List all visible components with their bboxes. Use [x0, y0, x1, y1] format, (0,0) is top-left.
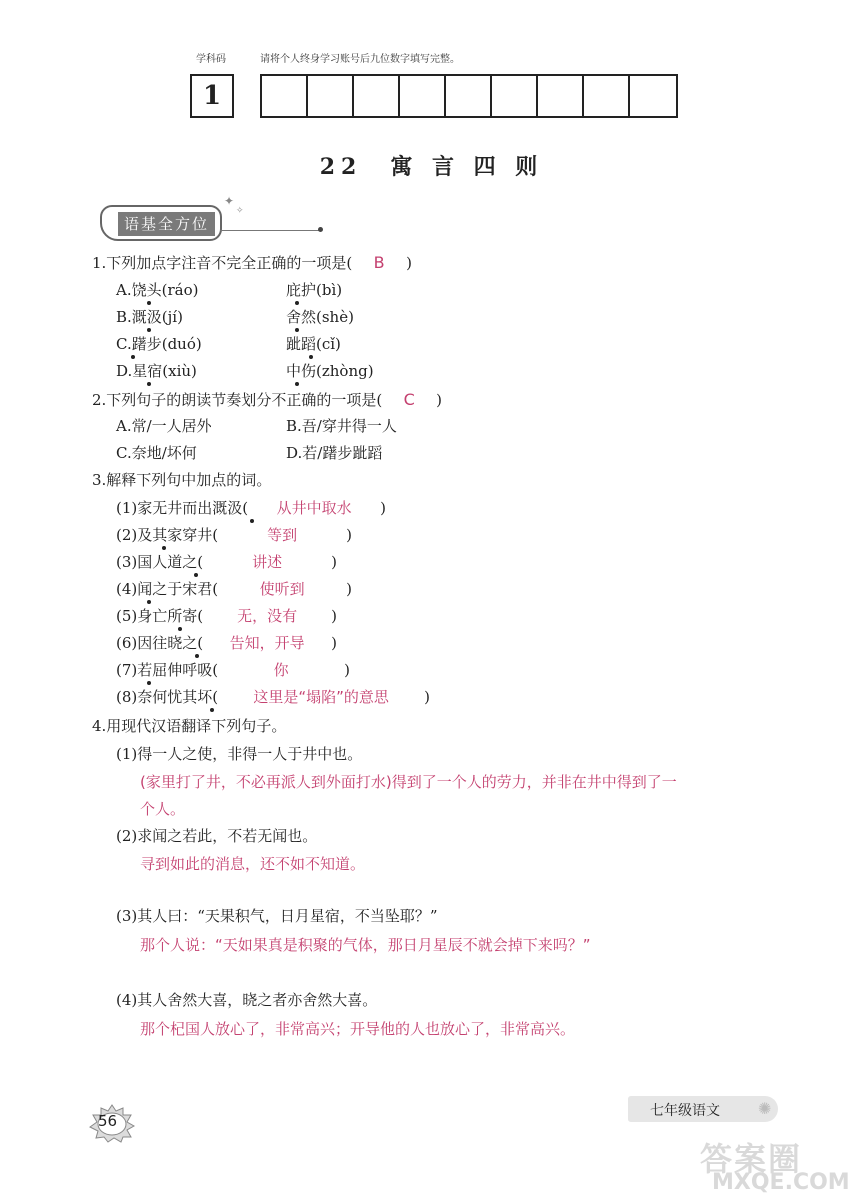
emphasis-dot	[194, 573, 198, 577]
digit-cell[interactable]	[308, 76, 354, 116]
section-divider	[220, 230, 320, 231]
emphasis-dot	[147, 328, 151, 332]
q2-option-a: A.常/一人居外	[116, 417, 212, 435]
q3-item-answer: 告知，开导	[229, 634, 305, 652]
question-4-stem: 4.用现代汉语翻译下列句子。	[92, 717, 287, 735]
q3-item-text: (1)家无井而出溉汲(	[116, 499, 249, 517]
emphasis-dot	[309, 355, 313, 359]
paren-close: )	[331, 634, 337, 652]
q3-item-text: (6)因往晓之(	[116, 634, 204, 652]
q3-item	[116, 498, 386, 518]
digit-cell[interactable]	[400, 76, 446, 116]
emphasis-dot	[250, 519, 254, 523]
digit-cell[interactable]	[262, 76, 308, 116]
q1-option-b-right: 舍然(shè)	[286, 308, 354, 326]
emphasis-dot	[147, 681, 151, 685]
digit-cell[interactable]	[630, 76, 676, 116]
question-2-answer: C	[403, 390, 415, 409]
lesson-title: 22 寓 言 四 则	[319, 154, 544, 180]
account-digit-boxes	[260, 74, 678, 118]
section-badge	[100, 205, 222, 241]
q1-option-d-left: D.星宿(xiù)	[116, 362, 197, 380]
subject-code-box: 1	[190, 74, 234, 118]
question-1-answer: B	[373, 253, 385, 272]
q3-item-answer: 从井中取水	[276, 499, 352, 517]
emphasis-dot	[295, 328, 299, 332]
paren-close: )	[331, 607, 337, 625]
q3-item-answer: 无，没有	[237, 607, 298, 625]
paren-close: )	[406, 254, 413, 272]
digit-cell[interactable]	[354, 76, 400, 116]
q3-item	[116, 552, 337, 572]
sparkle-icon: ✦	[224, 194, 235, 208]
emphasis-dot	[295, 301, 299, 305]
paren-close: )	[346, 526, 352, 544]
q4-item-text: (1)得一人之使，非得一人于井中也。	[116, 745, 363, 763]
paren-close: )	[436, 391, 443, 409]
question-text: 2.下列句子的朗读节奏划分不正确的一项是(	[92, 391, 383, 409]
section-label: 语基全方位	[118, 212, 215, 236]
emphasis-dot	[195, 654, 199, 658]
grade-subject-label: 七年级语文	[650, 1103, 720, 1119]
q4-item-answer: 那个人说：“天如果真是积聚的气体，那日月星辰不就会掉下来吗？”	[140, 936, 591, 954]
q3-item	[116, 687, 430, 707]
q2-option-d: D.若/躇步跐蹈	[286, 444, 383, 462]
q3-item	[116, 606, 337, 626]
paren-close: )	[344, 661, 350, 679]
q1-option-a-left: A.饶头(ráo)	[116, 281, 199, 299]
q4-item-answer: 那个杞国人放心了，非常高兴；开导他的人也放心了，非常高兴。	[140, 1020, 576, 1038]
emphasis-dot	[147, 301, 151, 305]
emphasis-dot	[131, 355, 135, 359]
q2-option-b: B.吾/穿井得一人	[286, 417, 397, 435]
q4-item-answer: (家里打了井，不必再派人到外面打水)得到了一个人的劳力，并非在井中得到了一	[140, 773, 677, 791]
account-instruction: 请将个人终身学习账号后九位数字填写完整。	[260, 54, 460, 65]
emphasis-dot	[210, 708, 214, 712]
question-3-stem: 3.解释下列句中加点的词。	[92, 471, 272, 489]
q1-option-c-right: 跐蹈(cǐ)	[286, 335, 341, 353]
q3-item-text: (3)国人道之(	[116, 553, 204, 571]
subject-code-label: 学科码	[196, 54, 226, 65]
question-1-stem	[92, 253, 412, 273]
q4-item-text: (3)其人曰：“天果积气，日月星宿，不当坠耶？”	[116, 907, 438, 925]
question-text: 1.下列加点字注音不完全正确的一项是(	[92, 254, 353, 272]
digit-cell[interactable]	[446, 76, 492, 116]
watermark-logo-text: 答案圈	[700, 1140, 803, 1178]
q3-item	[116, 525, 352, 545]
q1-option-a-right: 庇护(bì)	[286, 281, 343, 299]
q3-item-answer: 等到	[267, 526, 298, 544]
q3-item-answer: 讲述	[252, 553, 283, 571]
digit-cell[interactable]	[492, 76, 538, 116]
paren-close: )	[424, 688, 430, 706]
paren-close: )	[380, 499, 386, 517]
emphasis-dot	[147, 382, 151, 386]
q1-option-d-right: 中伤(zhòng)	[286, 362, 374, 380]
q3-item-text: (7)若屈伸呼吸(	[116, 661, 219, 679]
q1-option-b-left: B.溉汲(jí)	[116, 308, 183, 326]
q4-item-answer: 寻到如此的消息，还不如不知道。	[140, 855, 366, 873]
emphasis-dot	[295, 382, 299, 386]
question-2-stem	[92, 390, 442, 410]
digit-cell[interactable]	[538, 76, 584, 116]
q4-item-text: (2)求闻之若此，不若无闻也。	[116, 827, 318, 845]
q3-item-answer: 使听到	[259, 580, 305, 598]
q1-option-c-left: C.躇步(duó)	[116, 335, 202, 353]
emphasis-dot	[162, 546, 166, 550]
q3-item	[116, 660, 350, 680]
watermark-url: MXQE.COM	[712, 1170, 850, 1195]
star-icon: ✺	[758, 1099, 772, 1118]
q3-item-text: (8)奈何忧其坏(	[116, 688, 219, 706]
q3-item-text: (4)闻之于宋君(	[116, 580, 219, 598]
q4-item-answer: 个人。	[140, 800, 186, 818]
page-number: 56	[98, 1112, 118, 1130]
q2-option-c: C.奈地/坏何	[116, 444, 197, 462]
q3-item-answer: 你	[273, 661, 289, 679]
digit-cell[interactable]	[584, 76, 630, 116]
sparkle-icon: ✧	[236, 206, 244, 216]
paren-close: )	[346, 580, 352, 598]
q3-item-text: (5)身亡所寄(	[116, 607, 204, 625]
q3-item-answer: 这里是“塌陷”的意思	[253, 688, 389, 706]
emphasis-dot	[147, 600, 151, 604]
q4-item-text: (4)其人舍然大喜，晓之者亦舍然大喜。	[116, 991, 378, 1009]
q3-item	[116, 579, 352, 599]
emphasis-dot	[178, 627, 182, 631]
q3-item-text: (2)及其家穿井(	[116, 526, 219, 544]
paren-close: )	[331, 553, 337, 571]
q3-item	[116, 633, 337, 653]
section-divider-dot	[318, 227, 323, 232]
